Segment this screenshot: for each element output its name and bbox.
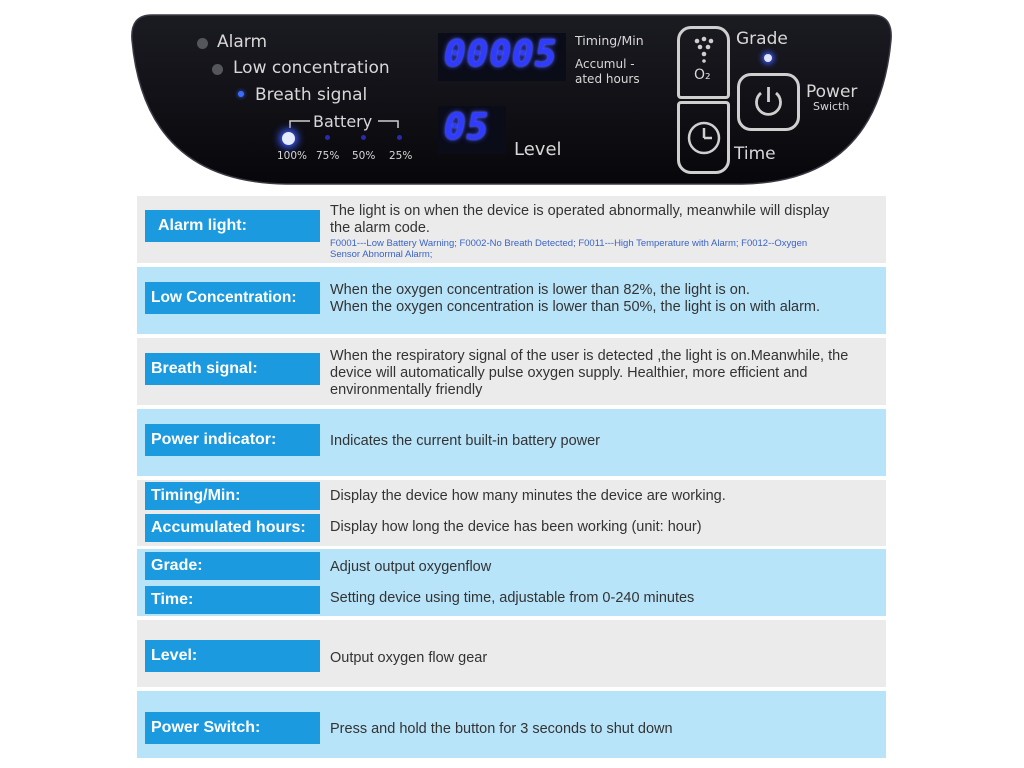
- level-row-label: Level:: [145, 640, 320, 672]
- level-display: 05: [444, 107, 490, 148]
- timing-min-label: Timing/Min: [575, 33, 644, 48]
- alarm-led: [197, 38, 208, 49]
- switch-label: Swicth: [813, 100, 850, 113]
- battery-level-75: 75%: [316, 150, 340, 162]
- battery-led-50: [361, 135, 366, 140]
- level-label: Level: [514, 139, 562, 160]
- low-concentration-label: Low Concentration:: [145, 282, 320, 314]
- control-panel: [0, 0, 1024, 190]
- breath-signal-description: When the respiratory signal of the user is detected ,the light is on.Meanwhile, the device will automatically pulse oxygen supply. Healthier, more efficient and environmentally friendly: [330, 348, 849, 398]
- time-row-label: Time:: [145, 586, 320, 614]
- timing-min-row-label: Timing/Min:: [145, 482, 320, 510]
- power-icon: [740, 76, 797, 128]
- battery-level-50: 50%: [352, 150, 376, 162]
- low-concentration-led: [212, 64, 223, 75]
- breath-signal-indicator-label: Breath signal: [255, 85, 368, 105]
- grade-row-label: Grade:: [145, 552, 320, 580]
- battery-title: Battery: [313, 112, 373, 131]
- power-label: Power: [806, 82, 858, 102]
- timing-display: 00005: [444, 34, 558, 75]
- power-switch-button[interactable]: [737, 73, 800, 131]
- low-concentration-indicator-label: Low concentration: [233, 58, 390, 78]
- clock-icon: [680, 104, 727, 171]
- alarm-codes: F0001---Low Battery Warning; F0002-No Breath Detected; F0011---High Temperature with Alarm; F0012--Oxygen Sensor Abnormal Alarm;: [330, 238, 808, 260]
- grade-button[interactable]: [677, 26, 730, 99]
- grade-label: Grade: [736, 29, 788, 49]
- o2-label: O₂: [694, 67, 711, 83]
- power-switch-description: Press and hold the button for 3 seconds to shut down: [330, 721, 673, 737]
- accumulated-hours-row-label: Accumulated hours:: [145, 514, 320, 542]
- oxygen-bubbles-icon: [680, 29, 727, 96]
- accumulated-hours-label-line1: Accumul -: [575, 57, 635, 71]
- power-switch-row-label: Power Switch:: [145, 712, 320, 744]
- battery-level-100: 100%: [277, 150, 308, 162]
- power-indicator-label: Power indicator:: [145, 424, 320, 456]
- alarm-light-description: The light is on when the device is operated abnormally, meanwhile will display the alarm code.: [330, 203, 830, 236]
- alarm-light-label: Alarm light:: [145, 210, 320, 242]
- alarm-indicator-label: Alarm: [217, 32, 268, 52]
- low-concentration-description-line2: When the oxygen concentration is lower than 50%, the light is on with alarm.: [330, 299, 821, 315]
- accumulated-hours-label-line2: ated hours: [575, 72, 640, 86]
- grade-led: [764, 54, 772, 62]
- battery-level-25: 25%: [389, 150, 413, 162]
- level-description: Output oxygen flow gear: [330, 650, 488, 666]
- battery-led-100: [282, 132, 295, 145]
- time-button[interactable]: [677, 101, 730, 174]
- timing-min-description: Display the device how many minutes the device are working.: [330, 488, 726, 504]
- power-indicator-description: Indicates the current built-in battery power: [330, 433, 600, 449]
- breath-signal-led: [238, 91, 244, 97]
- breath-signal-label: Breath signal:: [145, 353, 320, 385]
- time-label: Time: [734, 144, 776, 164]
- battery-led-75: [325, 135, 330, 140]
- panel-background: [0, 0, 1024, 190]
- time-description: Setting device using time, adjustable from 0-240 minutes: [330, 590, 695, 606]
- battery-led-25: [397, 135, 402, 140]
- low-concentration-description-line1: When the oxygen concentration is lower than 82%, the light is on.: [330, 282, 750, 298]
- grade-description: Adjust output oxygenflow: [330, 559, 492, 575]
- accumulated-hours-description: Display how long the device has been working (unit: hour): [330, 519, 702, 535]
